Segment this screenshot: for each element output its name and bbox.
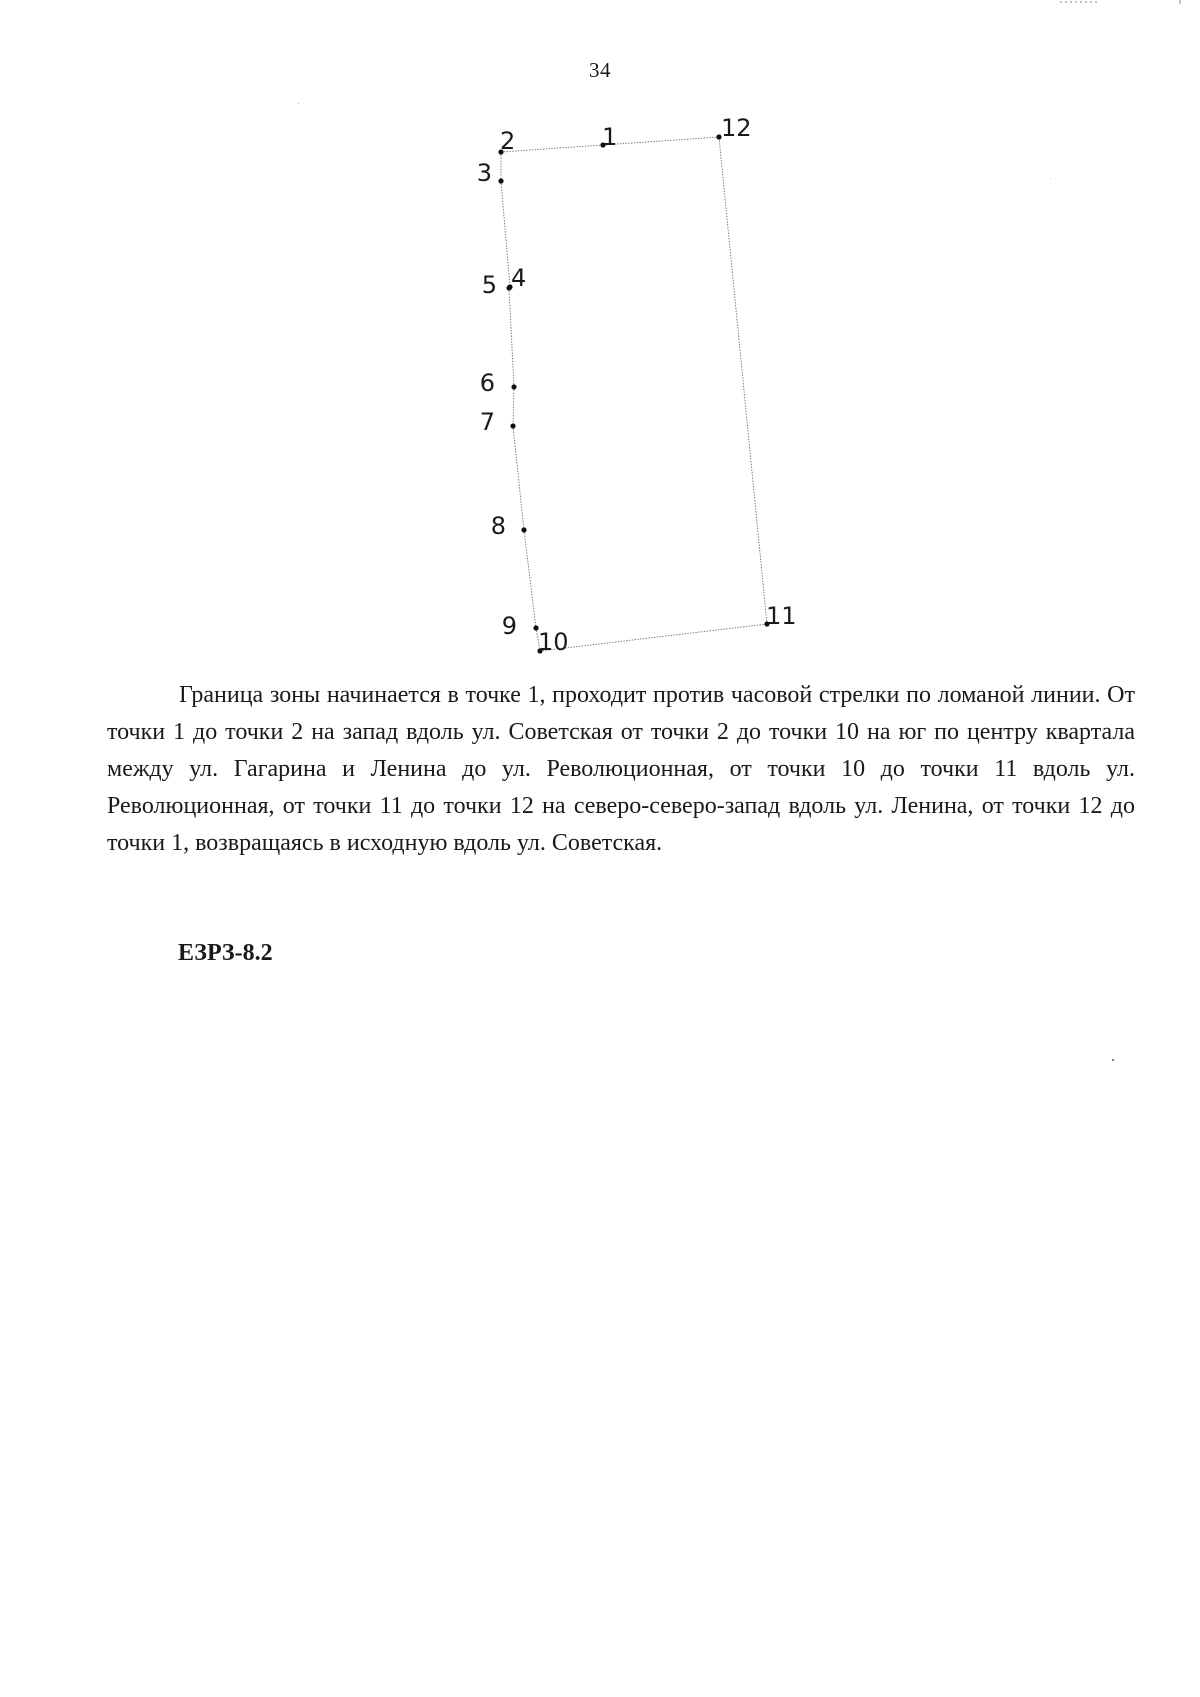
boundary-edges (501, 137, 767, 651)
zone-code-heading: ЕЗРЗ-8.2 (178, 940, 273, 966)
point-label-12: 12 (721, 114, 752, 142)
boundary-segment-8-9 (524, 530, 536, 628)
page-number: 34 (589, 58, 611, 82)
zone-description: Граница зоны начинается в точке 1, проходит против часовой стрелки по ломаной линии. От точки 1 до точки 2 на запад вдоль ул. Советская от точки 2 до точки 10 на юг по центру квартала между ул. Гагарина и Ленина до ул. Революционная, от точки 10 до точки 11 вдоль ул. Революционная, от точки 11 до точки 12 на северо-северо-запад вдоль ул. Ленина, от точки 12 до точки 1, возвращаясь в исходную вдоль ул. Советская. (107, 682, 1135, 856)
boundary-vertices (498, 134, 769, 653)
boundary-segment-10-11 (540, 624, 767, 651)
point-label-1: 1 (602, 123, 618, 151)
boundary-point-6 (511, 384, 516, 389)
boundary-segment-12-1 (603, 137, 719, 145)
zone-boundary-diagram (0, 0, 1200, 680)
boundary-segment-6-7 (513, 387, 514, 426)
point-label-4: 4 (511, 264, 527, 292)
point-label-6: 6 (479, 369, 495, 397)
scan-speck (1050, 178, 1051, 179)
point-label-8: 8 (490, 512, 506, 540)
boundary-point-3 (498, 178, 503, 183)
boundary-segment-11-12 (719, 137, 767, 624)
boundary-segment-7-8 (513, 426, 524, 530)
scan-speck (1112, 1059, 1114, 1061)
point-label-2: 2 (500, 127, 516, 155)
point-label-9: 9 (501, 612, 517, 640)
boundary-segment-5-6 (509, 288, 514, 387)
boundary-point-7 (510, 423, 515, 428)
scan-speck (298, 103, 299, 104)
boundary-point-8 (521, 527, 526, 532)
point-label-10: 10 (538, 628, 569, 656)
boundary-segment-3-4 (501, 181, 510, 287)
boundary-labels (477, 114, 797, 656)
point-label-3: 3 (476, 159, 492, 187)
point-label-5: 5 (481, 271, 497, 299)
boundary-segment-1-2 (501, 145, 603, 152)
scan-edge-mark (1000, 0, 1200, 6)
point-label-11: 11 (766, 602, 797, 630)
point-label-7: 7 (479, 408, 495, 436)
